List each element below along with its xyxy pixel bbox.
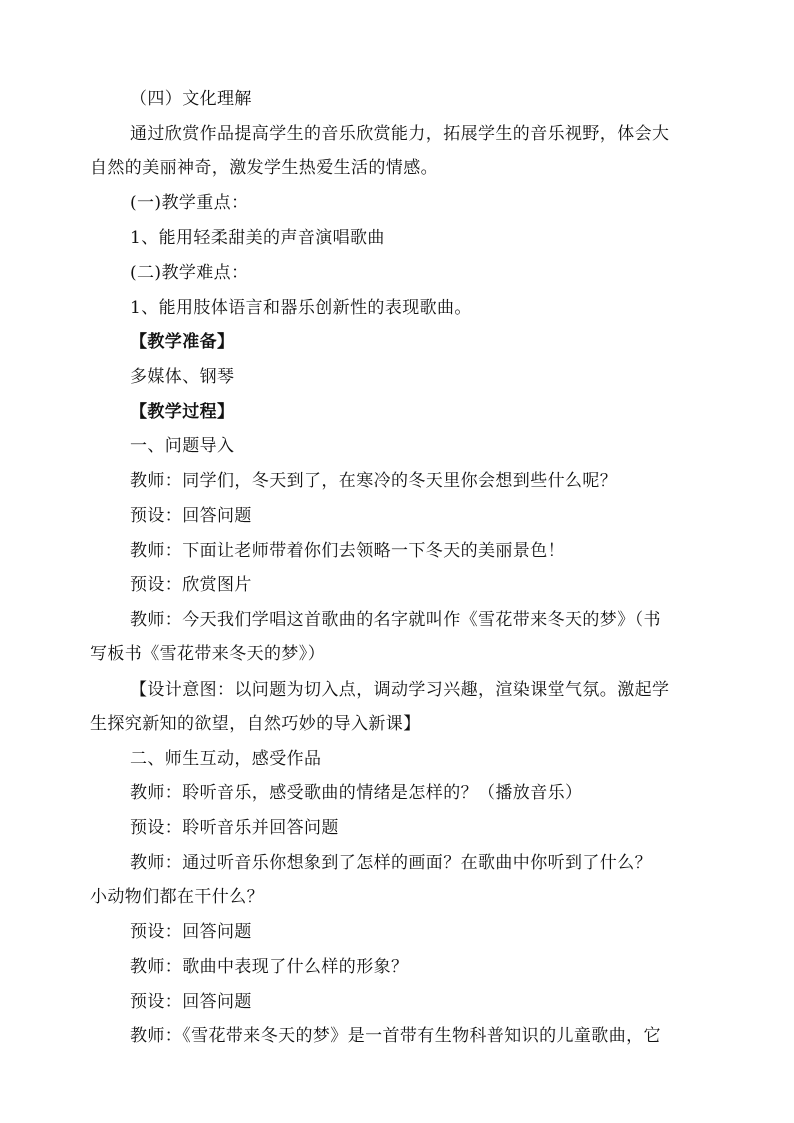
paragraph-line: 1、能用轻柔甜美的声音演唱歌曲 (130, 228, 385, 248)
paragraph-line: 教师：歌曲中表现了什么样的形象？ (130, 957, 409, 977)
paragraph-line: 预设：聆听音乐并回答问题 (130, 818, 339, 838)
paragraph-line: 自然的美丽神奇，激发学生热爱生活的情感。 (90, 158, 438, 178)
paragraph-line: 写板书《雪花带来冬天的梦》） (90, 644, 326, 664)
paragraph-line: 小动物们都在干什么？ (90, 887, 264, 907)
paragraph-line: 预设：欣赏图片 (130, 575, 252, 595)
paragraph-line: 预设：回答问题 (130, 992, 252, 1012)
paragraph-line: 教师：通过听音乐你想象到了怎样的画面？在歌曲中你听到了什么？ (130, 853, 652, 873)
heading-difficult-points: (二)教学难点： (130, 263, 249, 283)
paragraph-line: 教师：下面让老师带着你们去领略一下冬天的美丽景色！ (130, 541, 565, 561)
subheading-interaction: 二、师生互动，感受作品 (130, 749, 322, 769)
paragraph-line: 通过欣赏作品提高学生的音乐欣赏能力，拓展学生的音乐视野，体会大 (130, 124, 670, 144)
paragraph-line: 教师：《雪花带来冬天的梦》是一首带有生物科普知识的儿童歌曲，它 (130, 1026, 661, 1046)
design-intent-line: 【设计意图：以问题为切入点，调动学习兴趣，渲染课堂气氛。激起学 (130, 680, 670, 700)
section-heading-culture: （四）文化理解 (130, 89, 252, 109)
paragraph-line: 预设：回答问题 (130, 922, 252, 942)
subheading-intro: 一、问题导入 (130, 436, 235, 456)
paragraph-line: 多媒体、钢琴 (130, 367, 235, 387)
design-intent-line: 生探究新知的欲望，自然巧妙的导入新课】 (90, 714, 421, 734)
paragraph-line: 预设：回答问题 (130, 506, 252, 526)
paragraph-line: 教师：聆听音乐，感受歌曲的情绪是怎样的？（播放音乐） (130, 783, 583, 803)
heading-key-points: (一)教学重点： (130, 193, 249, 213)
paragraph-line: 教师：今天我们学唱这首歌曲的名字就叫作《雪花带来冬天的梦》（书 (130, 610, 661, 630)
paragraph-line: 1、能用肢体语言和器乐创新性的表现歌曲。 (130, 298, 472, 318)
heading-preparation: 【教学准备】 (130, 332, 235, 352)
paragraph-line: 教师：同学们，冬天到了，在寒冷的冬天里你会想到些什么呢？ (130, 471, 618, 491)
heading-process: 【教学过程】 (130, 402, 235, 422)
